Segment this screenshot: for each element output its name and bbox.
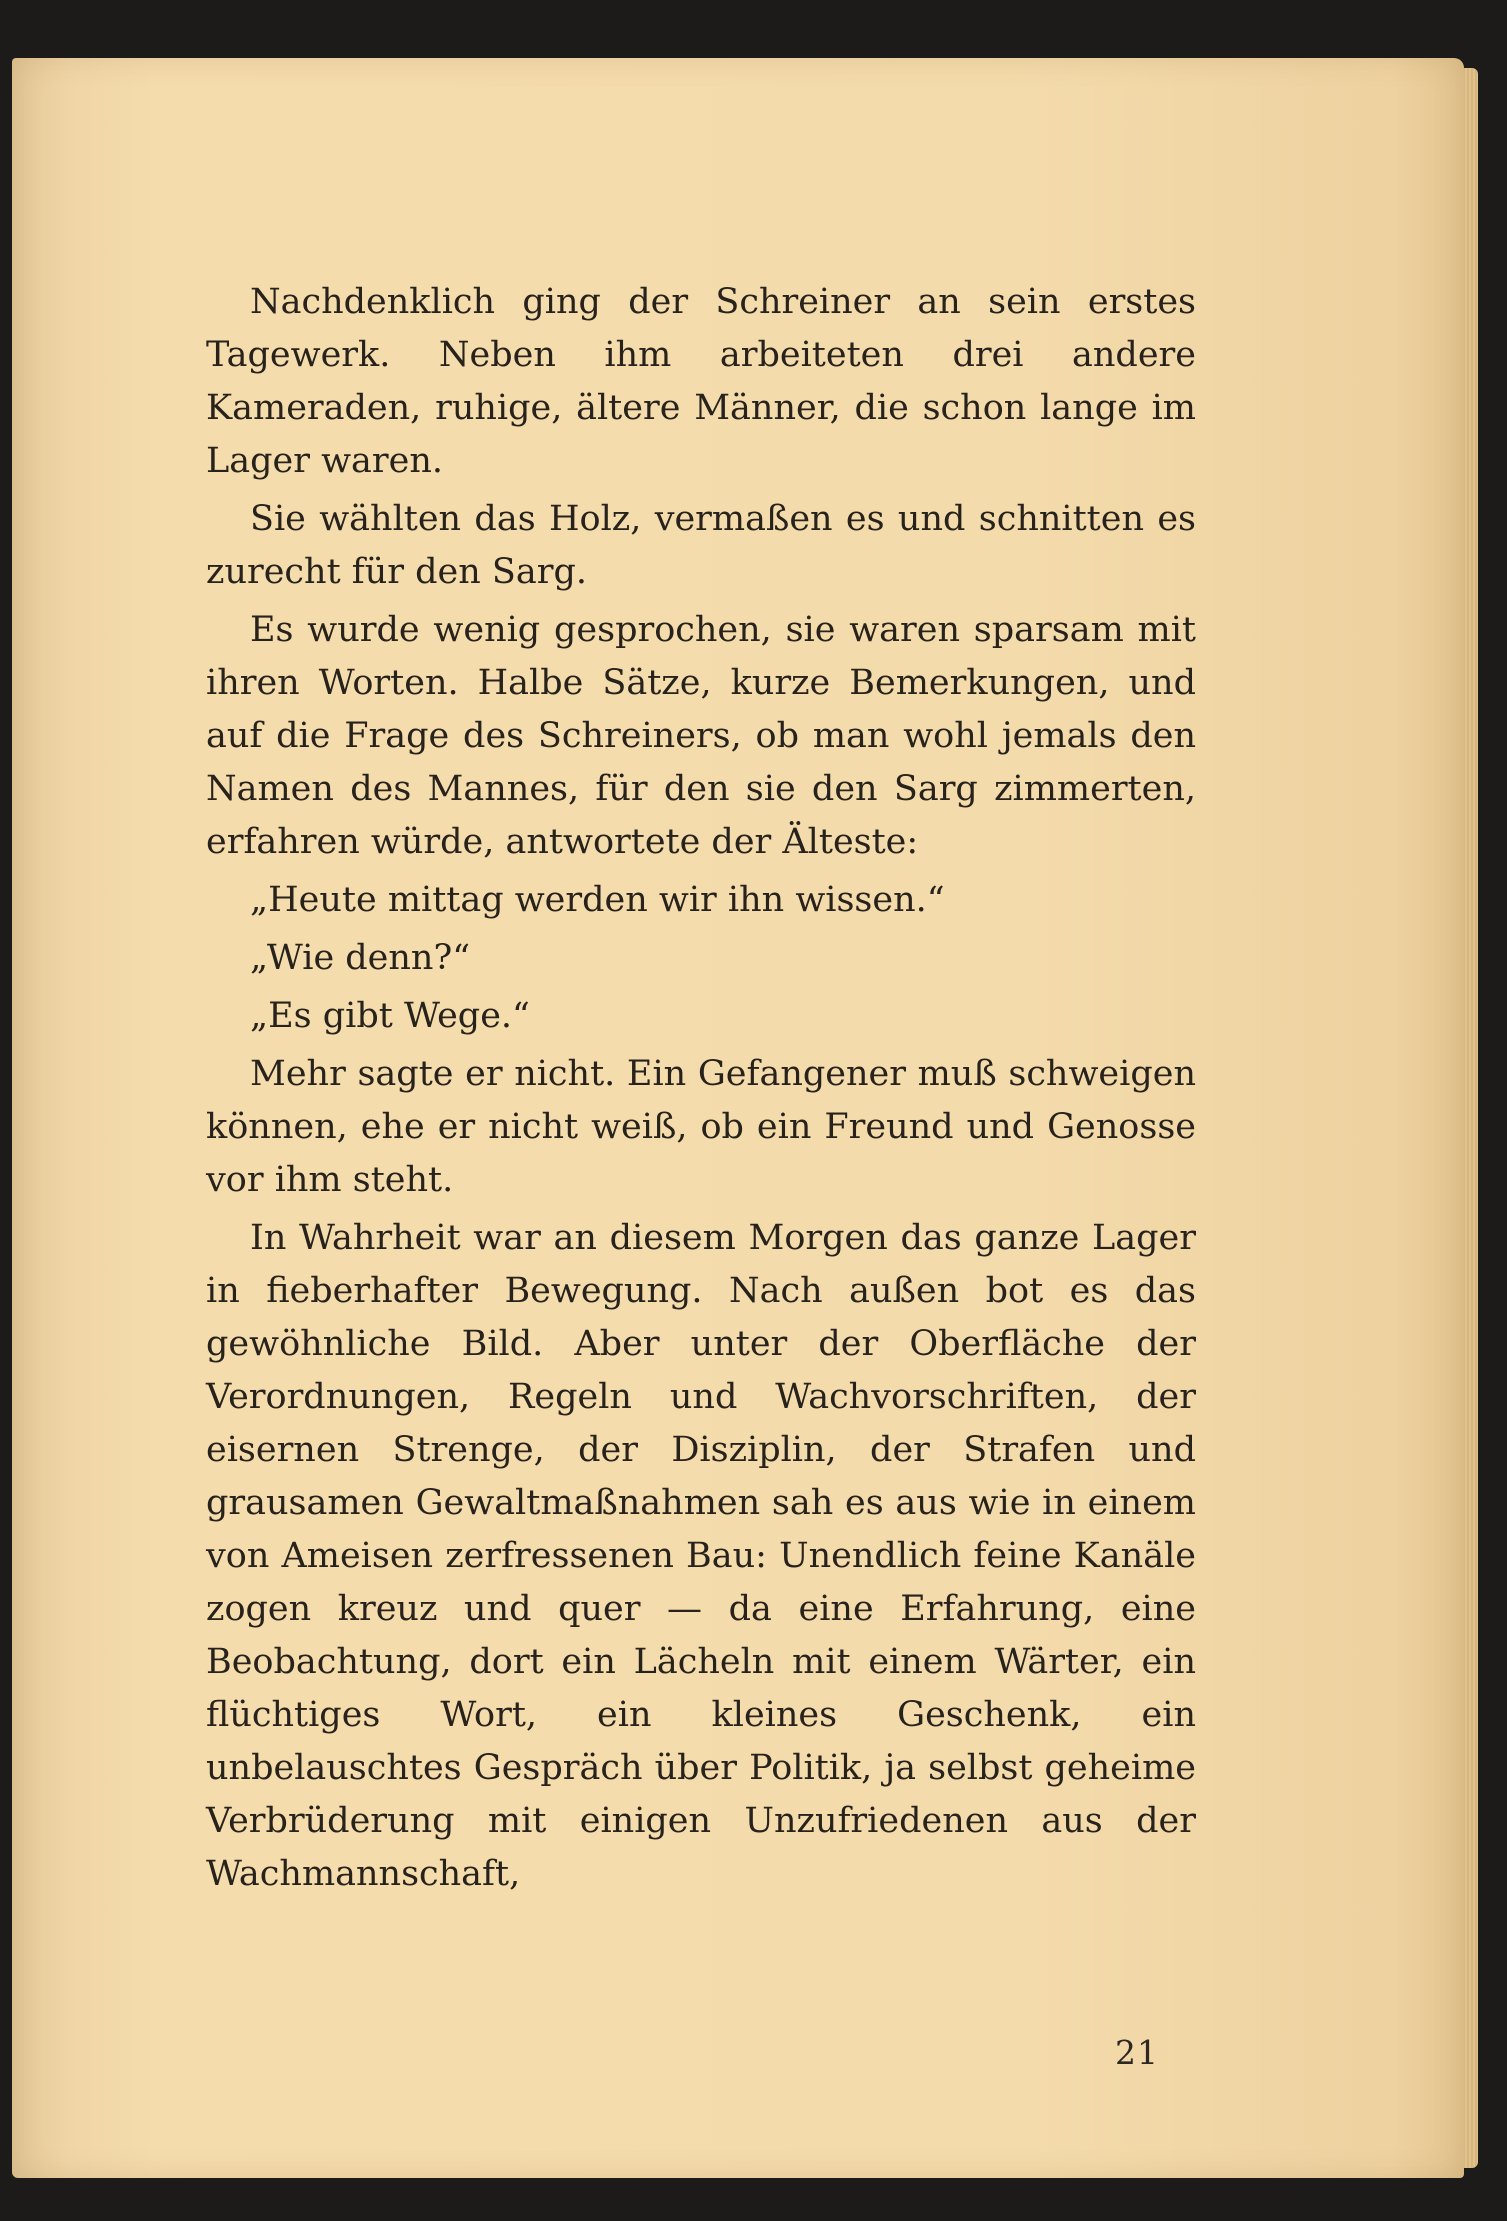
paragraph: In Wahrheit war an diesem Morgen das ganze Lager in fieberhafter Bewegung. Nach außen bot es das gewöhnliche Bild. Aber unter der Oberfläche der Verordnungen, Regeln und Wachvorschriften, der eisernen Strenge, der Disziplin, der Strafen und grausamen Gewaltmaßnahmen sah es aus wie in einem von Ameisen zerfressenen Bau: Unendlich feine Kanäle zogen kreuz und quer — da eine Erfahrung, eine Beobachtung, dort ein Lächeln mit einem Wärter, ein flüchtiges Wort, ein kleines Geschenk, ein unbelauschtes Gespräch über Politik, ja selbst geheime Verbrüderung mit einigen Unzufriedenen aus der Wachmannschaft, [206, 1218, 1196, 1894]
page-number: 21 [1115, 2033, 1159, 2072]
dialogue-line: „Wie denn?“ [250, 938, 471, 978]
paragraph: Nachdenklich ging der Schreiner an sein erstes Tagewerk. Neben ihm arbeiteten drei andere Kameraden, ruhige, ältere Männer, die schon lange im Lager waren. [206, 282, 1196, 481]
paragraph: Mehr sagte er nicht. Ein Gefangener muß schweigen können, ehe er nicht weiß, ob ein Freund und Genosse vor ihm steht. [206, 1054, 1196, 1200]
page-edge [1464, 68, 1478, 2168]
body-text [206, 276, 1196, 1906]
dialogue-line: „Heute mittag werden wir ihn wissen.“ [250, 880, 945, 920]
paragraph: Es wurde wenig gesprochen, sie waren sparsam mit ihren Worten. Halbe Sätze, kurze Bemerkungen, und auf die Frage des Schreiners, ob man wohl jemals den Namen des Mannes, für den sie den Sarg zimmerten, erfahren würde, antwortete der Älteste: [206, 610, 1196, 862]
dialogue-line: „Es gibt Wege.“ [250, 996, 530, 1036]
paragraph: Sie wählten das Holz, vermaßen es und schnitten es zurecht für den Sarg. [206, 499, 1196, 592]
book-page [12, 58, 1464, 2178]
